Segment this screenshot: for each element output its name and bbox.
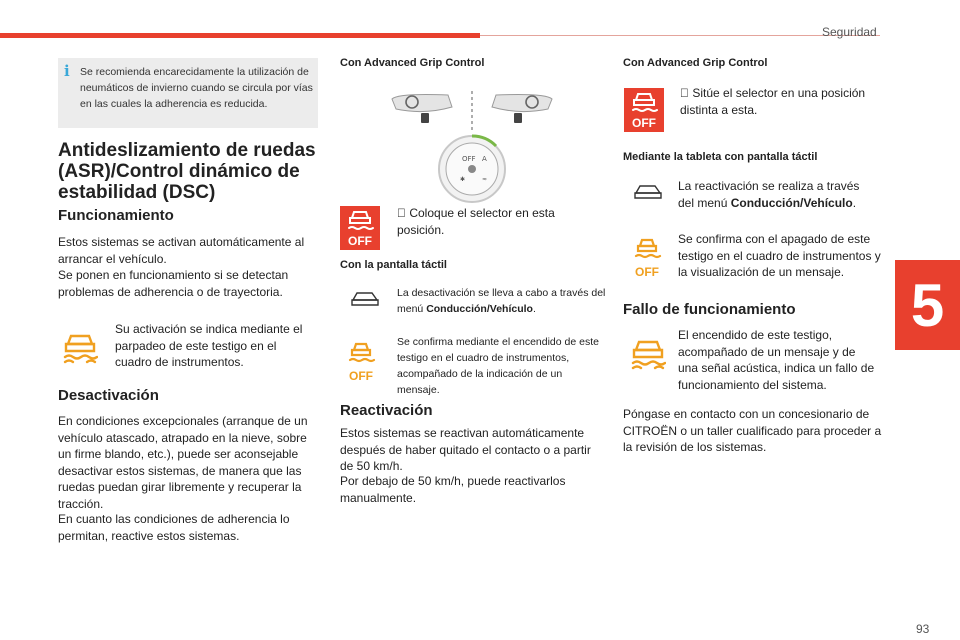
info-icon: i [64, 62, 70, 80]
desactivacion-text-1: En condiciones excepcionales (arranque de un vehículo atascado, atrapado en la nieve, sobre un firme blando, etc.), puede ser aconsejable desactivar estos sistemas, de manera que las ruedas puedan girar libremente y recuperar la tracción. [58, 414, 308, 511]
selector-instruction-right: Sitúe el selector en una posición distinta a esta. [680, 86, 853, 117]
reactivacion-text-2: Por debajo de 50 km/h, puede reactivarlos manualmente. [340, 474, 566, 505]
touch-desactivation-text: La desactivación se lleva a cabo a través del menú Conducción/Vehículo. [397, 287, 606, 315]
off-label: OFF [635, 265, 659, 279]
note-text: Se recomienda encarecidamente la utilización de neumáticos de invierno cuando se circula por vías en las cuales la adherencia es reducida. [80, 66, 313, 110]
car-icon [350, 289, 380, 309]
reactivacion-text-1: Estos sistemas se reactivan automáticamente después de haber quitado el contacto o a partir de 50 km/h. [340, 426, 591, 473]
svg-text:≈: ≈ [482, 176, 488, 183]
touch-label-middle: Con la pantalla táctil [340, 259, 447, 271]
confirm-text-middle: Se confirma mediante el encendido de este testigo en el cuadro de instrumentos, acompañado de la indicación de un mensaje. [397, 336, 599, 396]
section-title: Seguridad [822, 25, 877, 39]
off-label: OFF [348, 234, 372, 248]
car-icon [633, 182, 663, 202]
off-label: OFF [632, 116, 656, 130]
heading-reactivacion: Reactivación [340, 402, 433, 419]
header-accent-bar [0, 33, 480, 38]
desactivacion-text-2: En cuanto las condiciones de adherencia lo permitan, reactive estos sistemas. [58, 512, 290, 543]
grip-label-right: Con Advanced Grip Control [623, 57, 768, 69]
svg-text:A: A [482, 155, 487, 163]
selector-instruction-middle: Coloque el selector en esta posición. [397, 206, 543, 237]
off-label: OFF [349, 369, 373, 383]
svg-text:OFF: OFF [462, 155, 476, 163]
confirm-text-right: Se confirma con el apagado de este testigo en el cuadro de instrumentos y la visualización de un mensaje. [678, 232, 881, 279]
activation-text: Su activación se indica mediante el parpadeo de este testigo en el cuadro de instrumentos. [115, 322, 303, 369]
grip-label-middle: Con Advanced Grip Control [340, 57, 485, 69]
info-note [58, 58, 318, 128]
esp-off-icon [340, 206, 380, 250]
heading-fallo: Fallo de funcionamiento [623, 301, 796, 318]
heading-funcionamiento: Funcionamiento [58, 207, 174, 224]
funcionamiento-text-1: Estos sistemas se activan automáticamente al arrancar el vehículo. [58, 235, 305, 266]
funcionamiento-text-2: Se ponen en funcionamiento si se detectan problemas de adherencia o de trayectoria. [58, 268, 289, 299]
fallo-text: El encendido de este testigo, acompañado de un mensaje y de una señal acústica, indica un fallo de funcionamiento del sistema. [678, 328, 875, 392]
esp-off-amber-icon [630, 236, 664, 280]
header-rule [480, 35, 880, 36]
svg-text:✱: ✱ [460, 176, 466, 183]
heading-desactivacion: Desactivación [58, 387, 159, 404]
traction-warning-icon [62, 330, 98, 364]
main-title: Antideslizamiento de ruedas (ASR)/Control dinámico de estabilidad (DSC) [58, 140, 316, 203]
page-number: 93 [916, 622, 930, 636]
contact-text: Póngase en contacto con un concesionario de CITROËN o un taller cualificado para proceder a la revisión de los sistemas. [623, 407, 882, 454]
traction-warning-icon [630, 336, 666, 370]
esp-off-amber-icon [344, 340, 378, 384]
chapter-tab: 5 [895, 260, 960, 350]
esp-off-icon [624, 88, 664, 132]
touch-label-right: Mediante la tableta con pantalla táctil [623, 151, 818, 163]
touch-reactivation-text: La reactivación se realiza a través del menú Conducción/Vehículo. [678, 179, 860, 210]
grip-control-selector-illustration [388, 85, 556, 205]
